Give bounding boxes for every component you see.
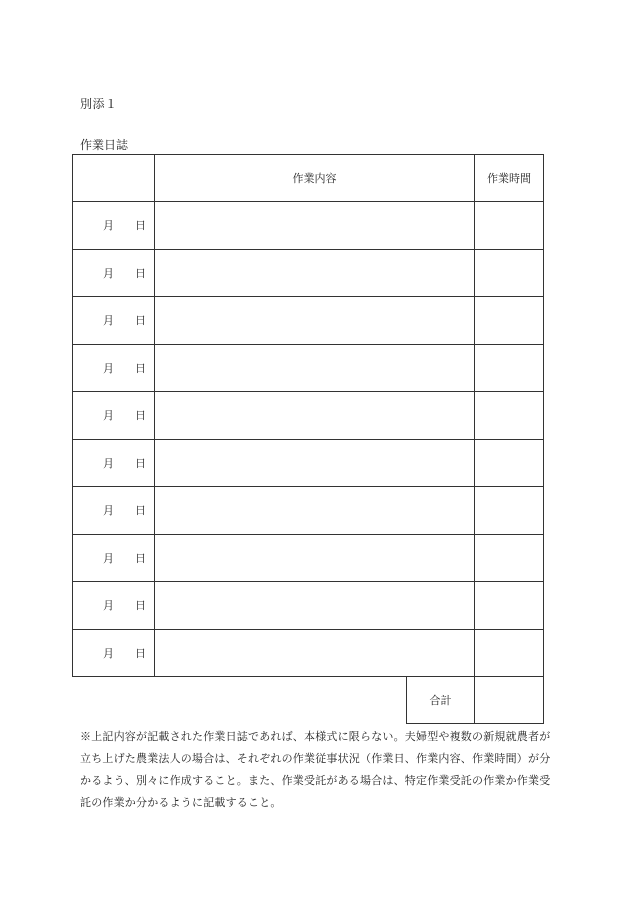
header-work-content: 作業内容	[155, 155, 475, 202]
date-cell[interactable]	[73, 392, 155, 440]
work-content-cell[interactable]	[155, 582, 475, 630]
journal-title: 作業日誌	[80, 138, 129, 152]
table-row	[73, 439, 544, 487]
work-hours-cell[interactable]	[475, 534, 544, 582]
table-row	[73, 344, 544, 392]
date-cell[interactable]	[73, 534, 155, 582]
work-hours-cell[interactable]	[475, 487, 544, 535]
header-work-hours: 作業時間	[475, 155, 544, 202]
date-cell[interactable]	[73, 582, 155, 630]
work-hours-cell[interactable]	[475, 297, 544, 345]
work-hours-cell[interactable]	[475, 249, 544, 297]
date-cell[interactable]	[73, 249, 155, 297]
table-row	[73, 629, 544, 677]
work-content-cell[interactable]	[155, 249, 475, 297]
day-label: 日	[135, 409, 146, 423]
total-row-spacer	[73, 677, 407, 724]
month-label: 月	[103, 266, 114, 280]
table-row	[73, 534, 544, 582]
day-label: 日	[135, 266, 146, 280]
work-hours-cell[interactable]	[475, 582, 544, 630]
day-label: 日	[135, 551, 146, 565]
day-label: 日	[135, 599, 146, 613]
attachment-label: 別添１	[80, 97, 118, 111]
work-content-cell[interactable]	[155, 392, 475, 440]
work-content-cell[interactable]	[155, 344, 475, 392]
table-row	[73, 392, 544, 440]
month-label: 月	[103, 551, 114, 565]
work-content-cell[interactable]	[155, 439, 475, 487]
total-label: 合計	[407, 677, 475, 724]
date-cell[interactable]	[73, 629, 155, 677]
month-label: 月	[103, 314, 114, 328]
work-hours-cell[interactable]	[475, 629, 544, 677]
month-label: 月	[103, 456, 114, 470]
header-date	[73, 155, 155, 202]
total-hours-cell[interactable]	[475, 677, 544, 724]
total-row	[73, 677, 544, 724]
date-cell[interactable]	[73, 439, 155, 487]
work-hours-cell[interactable]	[475, 392, 544, 440]
date-cell[interactable]	[73, 202, 155, 250]
day-label: 日	[135, 314, 146, 328]
month-label: 月	[103, 646, 114, 660]
month-label: 月	[103, 361, 114, 375]
month-label: 月	[103, 504, 114, 518]
month-label: 月	[103, 599, 114, 613]
work-content-cell[interactable]	[155, 297, 475, 345]
day-label: 日	[135, 361, 146, 375]
table-row	[73, 297, 544, 345]
work-content-cell[interactable]	[155, 629, 475, 677]
table-row	[73, 487, 544, 535]
date-cell[interactable]	[73, 344, 155, 392]
work-content-cell[interactable]	[155, 487, 475, 535]
table-header-row	[73, 155, 544, 202]
work-content-cell[interactable]	[155, 534, 475, 582]
day-label: 日	[135, 646, 146, 660]
work-content-cell[interactable]	[155, 202, 475, 250]
date-cell[interactable]	[73, 487, 155, 535]
month-label: 月	[103, 409, 114, 423]
table-row	[73, 249, 544, 297]
date-cell[interactable]	[73, 297, 155, 345]
footnote: ※上記内容が記載された作業日誌であれば、本様式に限らない。夫婦型や複数の新規就農者が立ち上げた農業法人の場合は、それぞれの作業従事状況（作業日、作業内容、作業時間）が分かるよう、別々に作成すること。また、作業受託がある場合は、特定作業受託の作業か作業受託の作業か分かるように記載すること。	[80, 730, 551, 809]
day-label: 日	[135, 504, 146, 518]
day-label: 日	[135, 456, 146, 470]
table-row	[73, 582, 544, 630]
month-label: 月	[103, 219, 114, 233]
work-hours-cell[interactable]	[475, 439, 544, 487]
table-row	[73, 202, 544, 250]
day-label: 日	[135, 219, 146, 233]
work-journal-table	[72, 154, 544, 724]
work-hours-cell[interactable]	[475, 344, 544, 392]
work-hours-cell[interactable]	[475, 202, 544, 250]
